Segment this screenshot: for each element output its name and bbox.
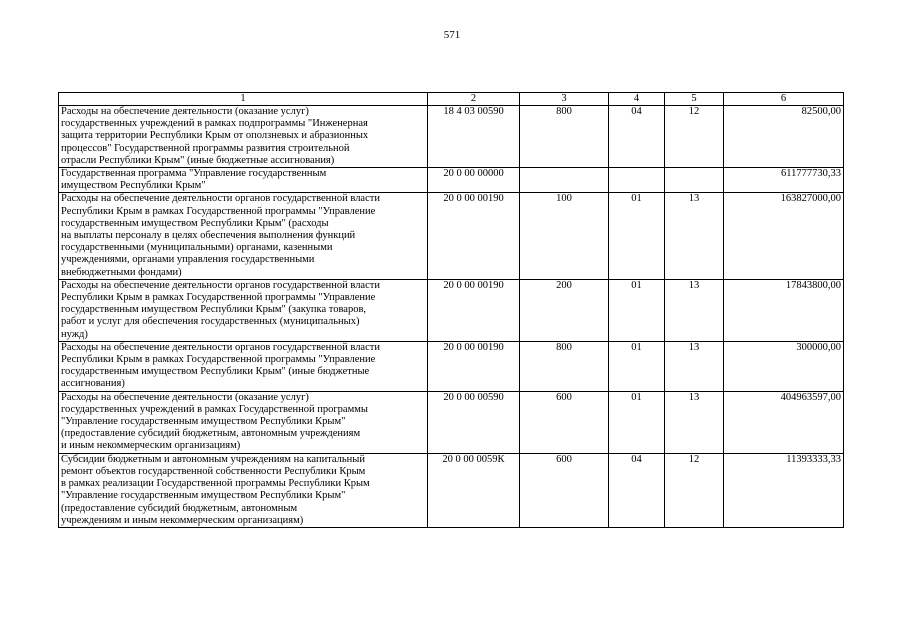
row-subsection: 13 [665, 391, 724, 453]
table-row [59, 106, 844, 168]
row-section: 01 [609, 193, 665, 279]
row-section: 01 [609, 279, 665, 341]
table-row [59, 193, 844, 279]
row-subsection: 12 [665, 453, 724, 527]
row-target-code: 20 0 00 0059К [428, 453, 520, 527]
row-amount: 163827000,00 [724, 193, 844, 279]
row-subsection: 12 [665, 106, 724, 168]
row-target-code: 20 0 00 00590 [428, 391, 520, 453]
row-description: Субсидии бюджетным и автономным учреждениям на капитальный ремонт объектов государственной собственности Республики Крым в рамках реализации Государственной программы Республики Крым "Управление государственным имуществом Республики Крым" (предоставление субсидий бюджетным, автономным учреждениям и иным некоммерческим организациям) [59, 453, 428, 527]
row-amount: 404963597,00 [724, 391, 844, 453]
table-row [59, 279, 844, 341]
row-expense-type [520, 168, 609, 193]
budget-table [58, 92, 844, 528]
row-expense-type: 800 [520, 341, 609, 391]
table-row [59, 453, 844, 527]
row-section: 01 [609, 341, 665, 391]
page-number: 571 [443, 29, 461, 41]
row-expense-type: 800 [520, 106, 609, 168]
col-header-1: 1 [59, 93, 428, 106]
row-amount: 82500,00 [724, 106, 844, 168]
col-header-6: 6 [724, 93, 844, 106]
header-row [59, 93, 844, 106]
row-description: Расходы на обеспечение деятельности органов государственной власти Республики Крым в рамках Государственной программы "Управление государственным имуществом Республики Крым" (иные бюджетные ассигнования) [59, 341, 428, 391]
col-header-2: 2 [428, 93, 520, 106]
row-subsection: 13 [665, 279, 724, 341]
row-amount: 17843800,00 [724, 279, 844, 341]
row-amount: 11393333,33 [724, 453, 844, 527]
row-description: Расходы на обеспечение деятельности органов государственной власти Республики Крым в рамках Государственной программы "Управление государственным имуществом Республики Крым" (расходы на выплаты персоналу в целях обеспечения выполнения функций государственными (муниципальными) органами, казенными учреждениями, органами управления государственными внебюджетными фондами) [59, 193, 428, 279]
row-target-code: 20 0 00 00000 [428, 168, 520, 193]
row-amount: 611777730,33 [724, 168, 844, 193]
row-description: Государственная программа "Управление государственным имуществом Республики Крым" [59, 168, 428, 193]
row-expense-type: 600 [520, 453, 609, 527]
table-row [59, 168, 844, 193]
row-amount: 300000,00 [724, 341, 844, 391]
row-expense-type: 100 [520, 193, 609, 279]
row-target-code: 20 0 00 00190 [428, 193, 520, 279]
row-target-code: 20 0 00 00190 [428, 279, 520, 341]
row-section [609, 168, 665, 193]
col-header-4: 4 [609, 93, 665, 106]
table-row [59, 341, 844, 391]
row-subsection: 13 [665, 341, 724, 391]
table-row [59, 391, 844, 453]
row-section: 04 [609, 453, 665, 527]
col-header-3: 3 [520, 93, 609, 106]
row-subsection [665, 168, 724, 193]
row-subsection: 13 [665, 193, 724, 279]
row-description: Расходы на обеспечение деятельности органов государственной власти Республики Крым в рамках Государственной программы "Управление государственным имуществом Республики Крым" (закупка товаров, работ и услуг для обеспечения государственных (муниципальных) нужд) [59, 279, 428, 341]
row-expense-type: 600 [520, 391, 609, 453]
row-section: 04 [609, 106, 665, 168]
row-description: Расходы на обеспечение деятельности (оказание услуг) государственных учреждений в рамках Государственной программы "Управление государственным имуществом Республики Крым" (предоставление субсидий бюджетным, автономным учреждениям и иным некоммерческим организациям) [59, 391, 428, 453]
col-header-5: 5 [665, 93, 724, 106]
row-target-code: 18 4 03 00590 [428, 106, 520, 168]
row-section: 01 [609, 391, 665, 453]
row-target-code: 20 0 00 00190 [428, 341, 520, 391]
row-description: Расходы на обеспечение деятельности (оказание услуг) государственных учреждений в рамках подпрограммы "Инженерная защита территории Республики Крым от оползневых и абразионных процессов" Государственной программы развития строительной отрасли Республики Крым" (иные бюджетные ассигнования) [59, 106, 428, 168]
row-expense-type: 200 [520, 279, 609, 341]
